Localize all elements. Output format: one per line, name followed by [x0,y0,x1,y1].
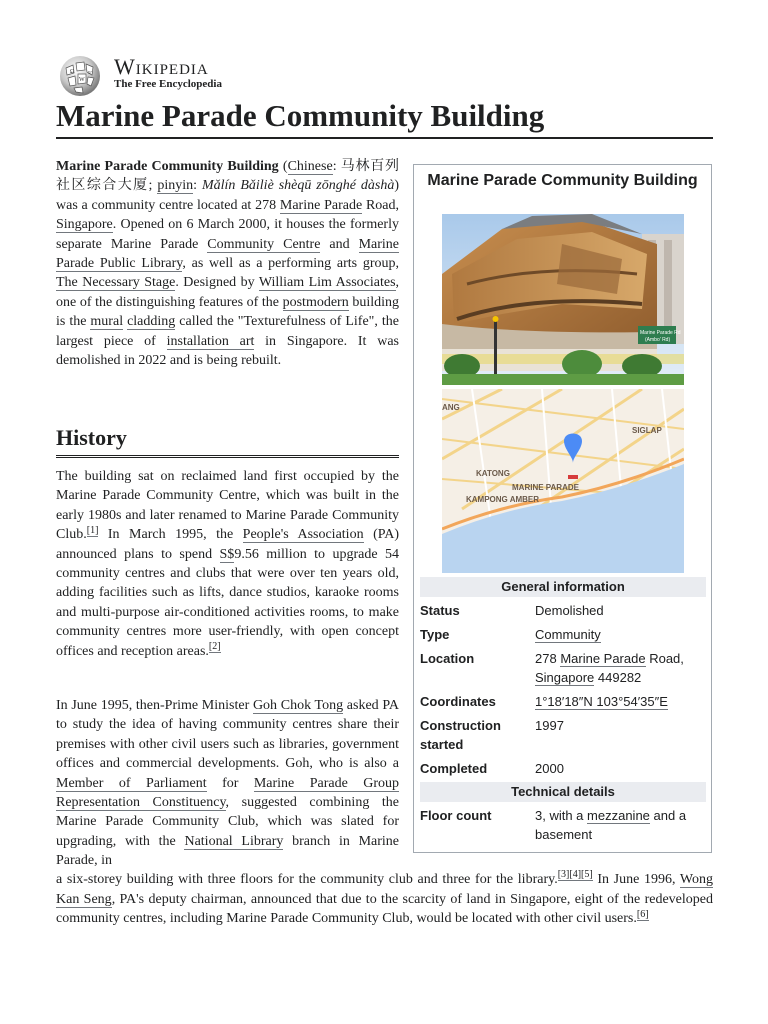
location-link-marine-parade[interactable]: Marine Parade [560,651,646,666]
ref-link[interactable]: [1] [86,524,99,536]
link-pinyin[interactable]: pinyin [157,178,194,194]
history-paragraph-1 [56,467,399,661]
ref-link[interactable]: [6] [636,908,649,920]
text: : [193,178,202,194]
section-heading-history: History [56,423,399,458]
map-label-kampong-amber: KAMPONG AMBER [466,495,540,504]
map-label-katong: KATONG [476,469,510,478]
location-link-singapore[interactable]: Singapore [535,670,595,686]
text: In June 1995, then-Prime Minister [56,698,253,713]
text: and [320,236,359,252]
chinese-name: : 马林百列社区综合大厦; [56,159,399,194]
link-public-library[interactable]: Marine Parade Public Library [56,236,400,272]
infobox [413,164,712,853]
intro-paragraph [56,157,399,370]
text: . Designed by [175,275,259,291]
map-label-marine-parade: MARINE PARADE [512,483,579,492]
street-sign-line-2: (Ambo' Rd) [645,337,671,343]
link-peoples-association[interactable]: People's Association [242,527,364,543]
text: Road, [645,651,684,666]
article-subject: Marine Parade Community Building [56,159,279,174]
citation-6[interactable] [637,909,649,921]
location-value [535,649,707,688]
text: a six-storey building with three floors for the community club and three for the library. [56,872,558,887]
construction-label: Construction started [420,718,501,753]
text: The building sat on reclaimed land first occupied by the Marine Parade Community Centre, which was built in the early 1980s and later renamed to Marine Parade Community Club. [56,469,399,543]
history-paragraph-2 [56,696,399,871]
technical-details-header: Technical details [420,782,706,802]
text: In June 1996, [592,872,680,887]
history-paragraph-2-continued [56,870,713,929]
ref-link[interactable]: [3][4][5] [557,869,593,881]
citation-2[interactable] [209,641,221,653]
text: , PA's deputy chairman, announced that due to the scarcity of land in Singapore, eight of the redeveloped community centres, including Marine Parade Community Club, would be located with other civil users. [56,891,713,927]
svg-text:ש: ש [88,71,92,76]
location-label: Location [420,651,475,666]
site-tagline: The Free Encyclopedia [114,78,222,90]
text: in Singapore. It was demolished in 2022 and is being rebuilt. [56,333,399,369]
text: , as well as a performing arts group, [182,256,399,272]
ref-link[interactable]: [2] [208,641,221,652]
type-label: Type [420,627,450,642]
map-label-ang: ANG [442,403,460,412]
text: , one of the distinguishing features of the [56,275,400,310]
text: branch in Marine Parade, in [56,833,399,869]
infobox-title: Marine Parade Community Building [427,172,698,189]
text: (PA) announced plans to spend [56,527,400,562]
link-grc[interactable]: Marine Parade Group Representation Constituency [56,775,399,811]
type-link[interactable]: Community [535,627,601,642]
page-title: Marine Parade Community Building [56,96,713,139]
location-map[interactable] [442,389,684,573]
text: 449282 [594,670,642,686]
link-cladding[interactable]: cladding [127,314,176,330]
completed-label: Completed [420,761,488,776]
link-installation-art[interactable]: installation art [166,333,255,349]
text: called the "Texturefulness of Life", the largest piece of [56,314,399,349]
link-necessary-stage[interactable]: The Necessary Stage [56,275,176,291]
street-sign-line-1: Marine Parade Rd [640,330,681,336]
link-goh-chok-tong[interactable]: Goh Chok Tong [252,698,344,713]
link-chinese[interactable]: Chinese [287,159,333,174]
link-singapore[interactable]: Singapore [56,217,113,233]
text: In March 1995, the [98,527,243,543]
link-sgd[interactable]: S$ [219,546,235,562]
floor-count-value [535,806,707,845]
text: Road, [362,197,399,213]
text: ( [278,159,288,174]
link-national-library[interactable]: National Library [184,833,284,849]
construction-value: 1997 [535,718,564,733]
wikipedia-globe-icon [56,54,104,98]
site-name: Wikipedia [114,54,209,79]
pinyin-text: Mǎlín Bǎiliè shèqū zōnghé dàshà [201,178,395,194]
map-label-siglap: SIGLAP [632,426,662,435]
link-member-of-parliament[interactable]: Member of Parliament [56,775,207,791]
building-photo[interactable] [442,214,684,385]
link-marine-parade[interactable]: Marine Parade [279,197,363,213]
text: ) was a community centre located at 278 [56,178,400,213]
text: 9.56 million to upgrade 54 community centres and clubs that were over ten years old, adding facilities such as lifts, dance studios, karaoke rooms and multi-purpose air-conditioned activities rooms, to make community centres more user-friendly, with open concept offices and reception areas. [56,546,399,659]
text: , suggested combining the Marine Parade Community Club, which was slated for upgrading, with the [56,795,400,849]
wordmark [114,56,222,91]
completed-value: 2000 [535,761,564,776]
svg-text:W: W [79,77,85,83]
link-mural[interactable]: mural [90,314,124,330]
link-postmodern[interactable]: postmodern [282,294,349,310]
general-information-header: General information [420,577,706,597]
link-william-lim[interactable]: William Lim Associates [258,275,396,291]
text: 278 [535,651,561,666]
coordinates-link[interactable]: 1°18′18″N 103°54′35″E [535,694,668,709]
link-wong-kan-seng[interactable]: Wong Kan Seng [56,872,713,907]
status-value: Demolished [535,603,604,618]
citation-1[interactable] [87,525,99,537]
text: . Opened on 6 March 2000, it houses the formerly separate Marine Parade [56,217,399,252]
floor-count-label: Floor count [420,808,492,823]
text: 3, with a [535,808,588,823]
status-label: Status [420,603,460,618]
text: asked PA to study the idea of having community centres share their premises with other civil users such as libraries, government offices and commercial developments. Goh, who is also a [56,698,399,772]
citation-3-4-5[interactable] [558,869,593,881]
link-community-centre[interactable]: Community Centre [207,236,321,252]
mezzanine-link[interactable]: mezzanine [587,808,650,823]
coordinates-label: Coordinates [420,694,496,709]
text: building is the [56,294,399,330]
svg-text:Ω: Ω [70,69,75,75]
text: for [206,775,254,791]
text: and a basement [535,808,687,843]
